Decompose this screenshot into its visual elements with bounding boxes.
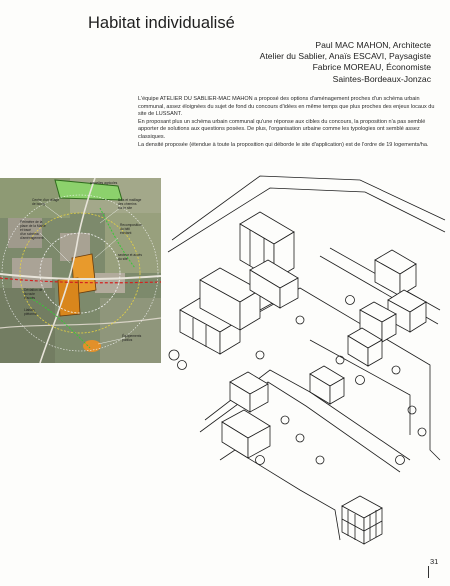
map-label: secteur et accès du site <box>118 253 143 261</box>
description-paragraph: La densité proposée (étendue à toute la proposition qui déborde le site d'application) est de l'ordre de 19 logements/ha. <box>138 141 429 148</box>
description-block <box>138 96 438 149</box>
map-label: Déviation de la route d'accès <box>24 288 43 300</box>
page-number: 31 <box>430 557 439 566</box>
map-label: Centre d'un village de bourg <box>32 198 60 206</box>
credit-location: Saintes-Bordeaux-Jonzac <box>332 73 431 84</box>
map-label: Bois et maillage des chemins sur le site <box>118 198 142 210</box>
map-label: Équipements publics <box>122 334 142 342</box>
page-rule <box>428 566 429 578</box>
credit-economist: Fabrice MOREAU, Économiste <box>312 62 431 73</box>
description-paragraph: En proposant plus un schéma urbain communal qu'une réponse aux cibles du concours, la proposition n'a pas semblé apporter de solutions aux questions posées. De plus, l'organisation urbaine comme les typologies ont semblé assez classiques. <box>138 118 426 140</box>
map-label: Périmètre de la place de la Mairie et tracé d'un schéma d'aménagement <box>20 220 46 240</box>
credit-landscape: Atelier du Sablier, Anaïs ESCAVI, Paysagiste <box>259 51 431 62</box>
credits-block <box>181 40 431 85</box>
map-label: Recomposition du bâti existant <box>120 223 142 235</box>
axonometric-site-drawing <box>160 160 450 574</box>
page-title: Habitat individualisé <box>88 14 235 32</box>
map-label: parcelles agricoles <box>90 181 118 185</box>
map-label: Liaison piétonne <box>24 308 37 316</box>
credit-architect: Paul MAC MAHON, Architecte <box>315 40 431 50</box>
description-paragraph: L'équipe ATELIER DU SABLIER-MAC MAHON a proposé des options d'aménagement proches d'un schéma urbain communal, assez éloignées du sujet de fond du concours d'idées en même temps que plus proches des enjeux locaux du site de LUSSANT. <box>138 96 435 118</box>
aerial-site-map <box>0 178 161 363</box>
